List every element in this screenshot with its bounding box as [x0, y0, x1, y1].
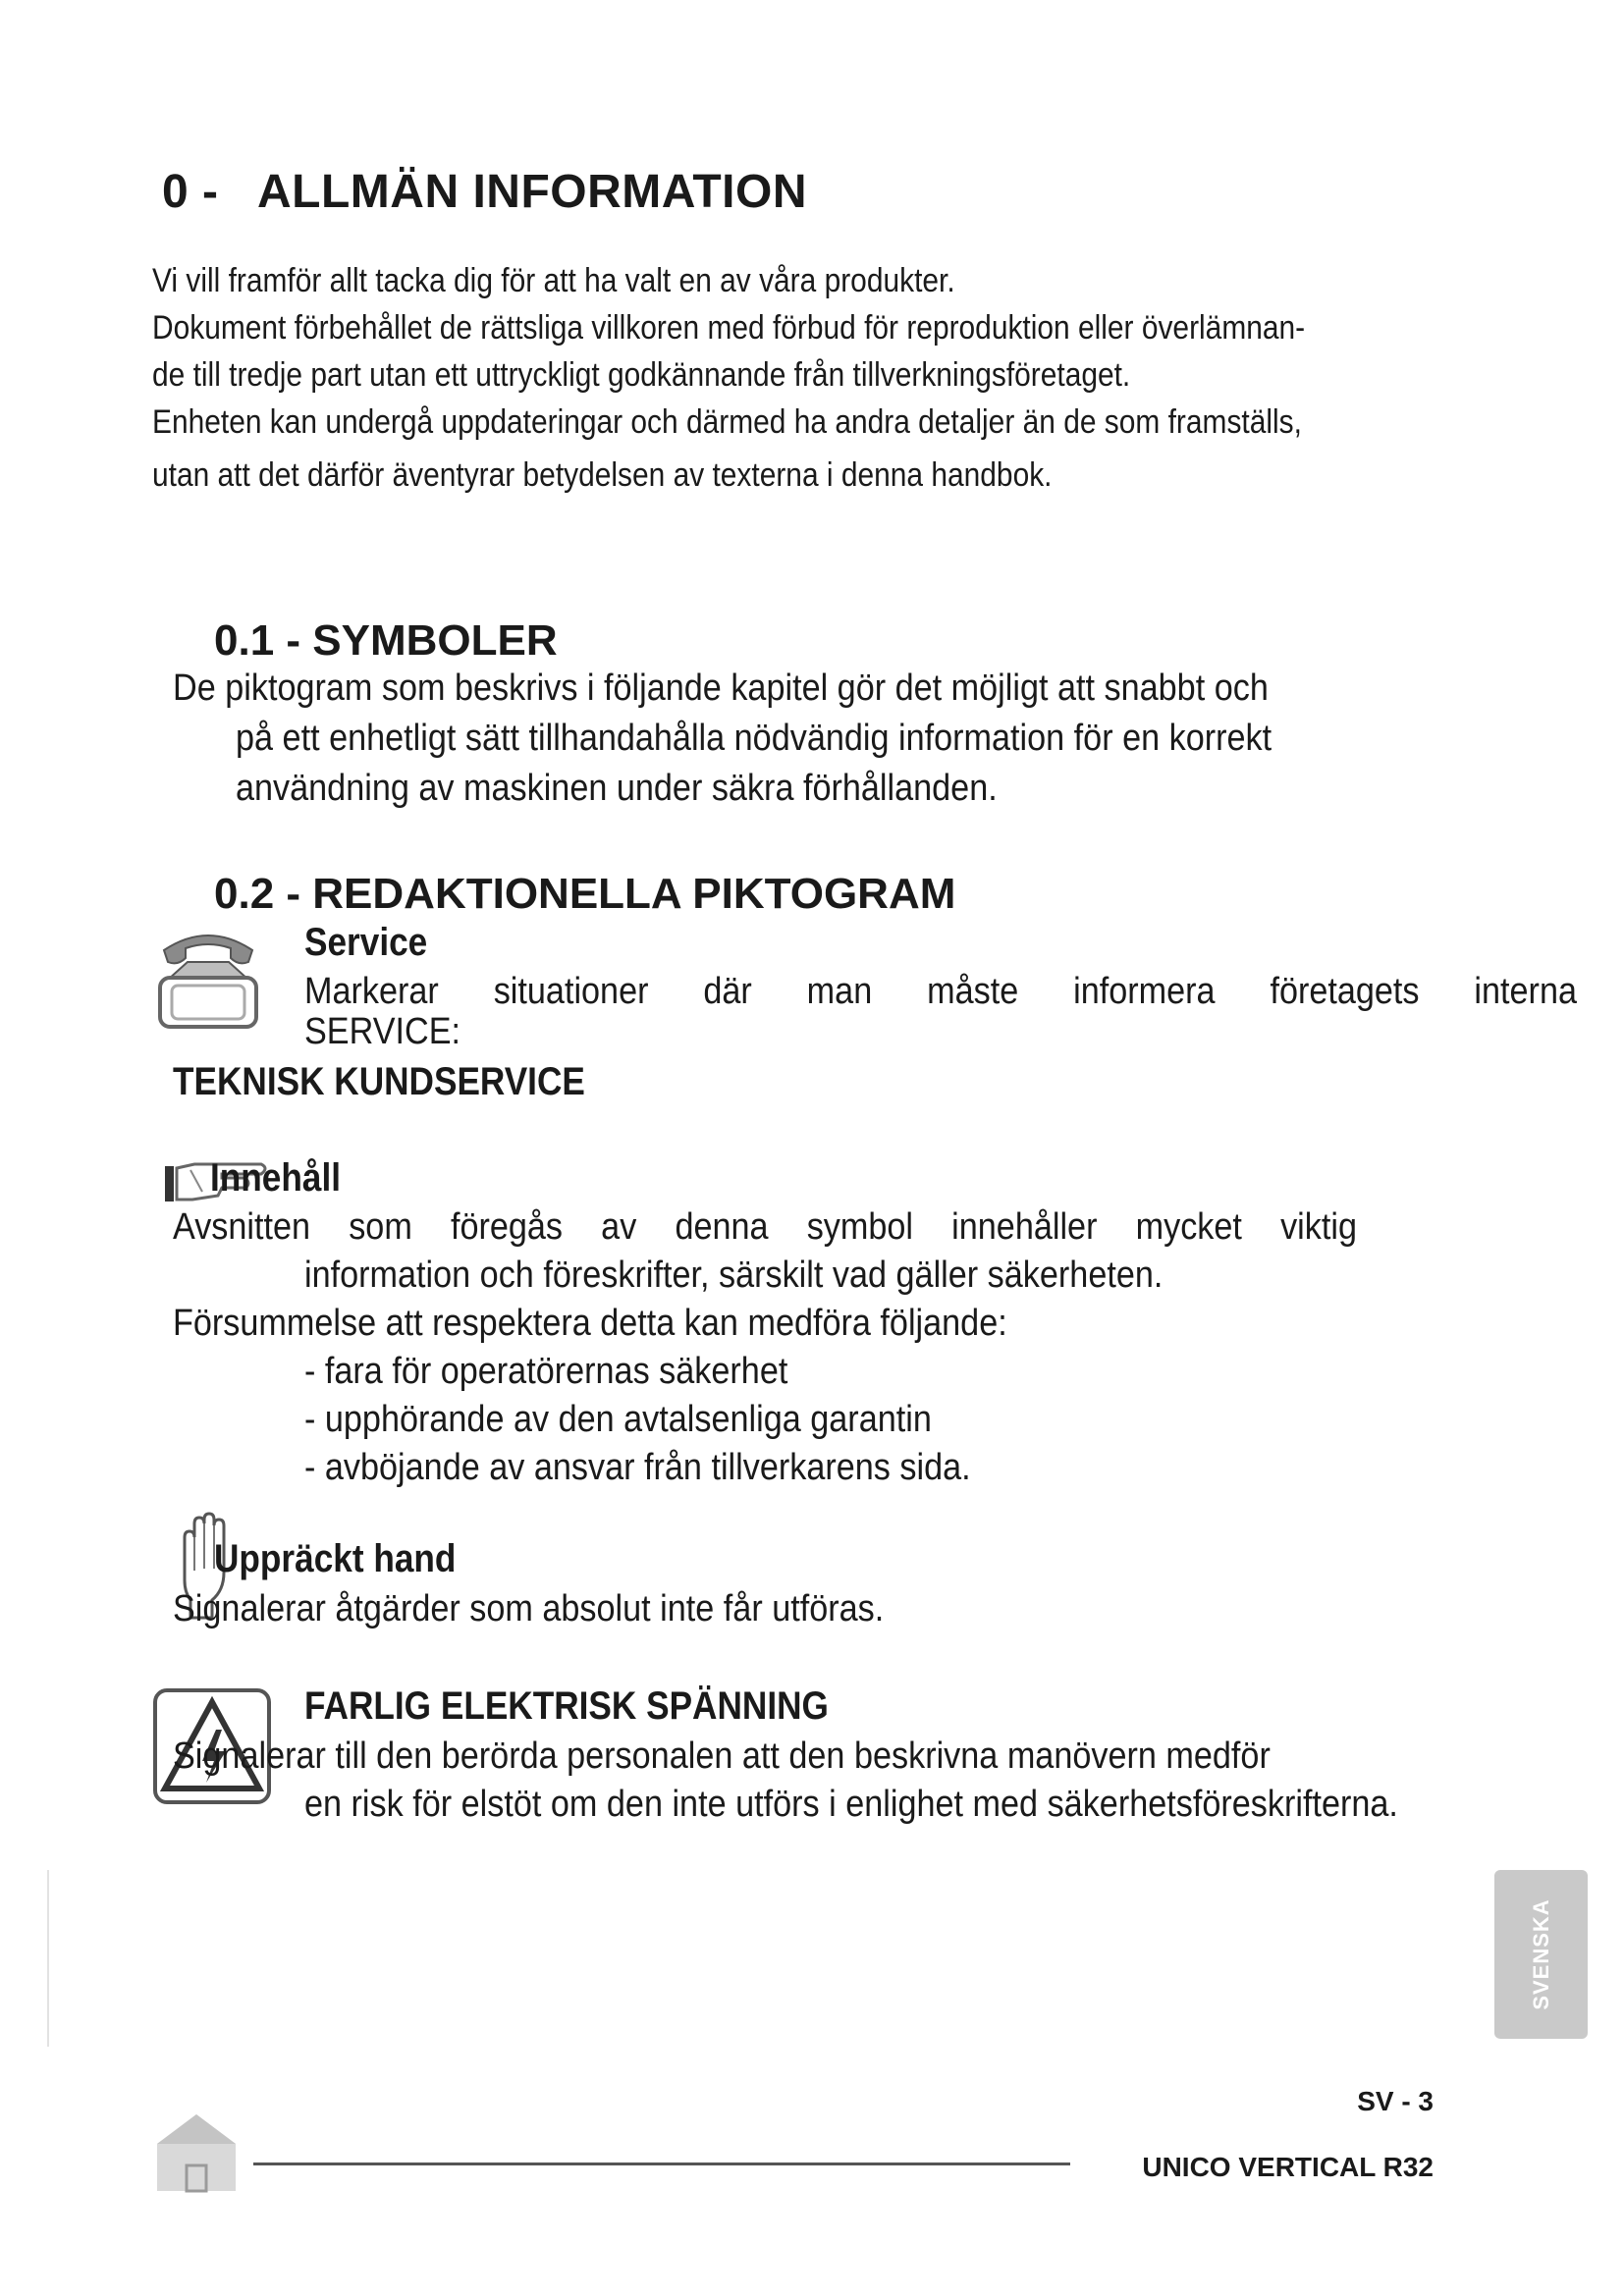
- language-tab-label: SVENSKA: [1528, 1898, 1553, 2010]
- intro-line: Dokument förbehållet de rättsliga villkoren med förbud för reproduktion eller överlämnan-: [152, 309, 1306, 347]
- intro-line: Vi vill framför allt tacka dig för att ha valt en av våra produkter.: [152, 262, 955, 299]
- product-name: UNICO VERTICAL R32: [1142, 2152, 1434, 2182]
- symbols-line: på ett enhetligt sätt tillhandahålla nödvändig information för en korrekt: [236, 718, 1272, 759]
- intro-line: utan att det därför äventyrar betydelsen av texterna i denna handbok.: [152, 456, 1053, 494]
- symbols-line: De piktogram som beskrivs i följande kapitel gör det möjligt att snabbt och: [173, 667, 1269, 709]
- section-heading-symboler: 0.1 - SYMBOLER: [214, 616, 558, 665]
- footer-rule: [253, 2163, 1070, 2165]
- symbols-line: användning av maskinen under säkra förhållanden.: [236, 768, 998, 809]
- bullet-item: - upphörande av den avtalsenliga garantin: [304, 1399, 932, 1440]
- innehall-title: Innehåll: [210, 1156, 342, 1200]
- voltage-title: FARLIG ELEKTRISK SPÄNNING: [304, 1684, 829, 1728]
- page-edge-line: [47, 1870, 49, 2047]
- service-title: Service: [304, 921, 428, 964]
- intro-paragraph: [152, 257, 1362, 499]
- language-tab: [1494, 1870, 1588, 2039]
- hand-title: Uppräckt hand: [214, 1537, 457, 1580]
- service-line: Markerar situationer där man måste informera företagets interna: [304, 971, 1577, 1012]
- chapter-number: 0 -: [162, 166, 219, 218]
- service-label: TEKNISK KUNDSERVICE: [173, 1060, 585, 1103]
- bullet-item: - fara för operatörernas säkerhet: [304, 1351, 788, 1392]
- page-title: [162, 165, 807, 219]
- bullet-item: - avböjande av ansvar från tillverkarens sida.: [304, 1447, 971, 1488]
- home-icon[interactable]: [155, 2110, 238, 2193]
- innehall-line: Avsnitten som föregås av denna symbol innehåller mycket viktig: [173, 1206, 1357, 1248]
- voltage-line: Signalerar till den berörda personalen att den beskrivna manövern medför: [173, 1735, 1271, 1777]
- intro-line: Enheten kan undergå uppdateringar och därmed ha andra detaljer än de som framställs,: [152, 403, 1302, 441]
- service-line: SERVICE:: [304, 1011, 461, 1052]
- innehall-line: information och föreskrifter, särskilt vad gäller säkerheten.: [304, 1255, 1164, 1296]
- phone-icon: [154, 923, 262, 1033]
- page-number: SV - 3: [1357, 2086, 1434, 2116]
- chapter-title: ALLMÄN INFORMATION: [257, 166, 808, 218]
- voltage-line: en risk för elstöt om den inte utförs i enlighet med säkerhetsföreskrifterna.: [304, 1784, 1398, 1825]
- innehall-line: Försummelse att respektera detta kan medföra följande:: [173, 1303, 1007, 1344]
- hand-line: Signalerar åtgärder som absolut inte får utföras.: [173, 1588, 885, 1629]
- section-heading-piktogram: 0.2 - REDAKTIONELLA PIKTOGRAM: [214, 870, 956, 918]
- intro-line: de till tredje part utan ett uttryckligt godkännande från tillverkningsföretaget.: [152, 356, 1131, 394]
